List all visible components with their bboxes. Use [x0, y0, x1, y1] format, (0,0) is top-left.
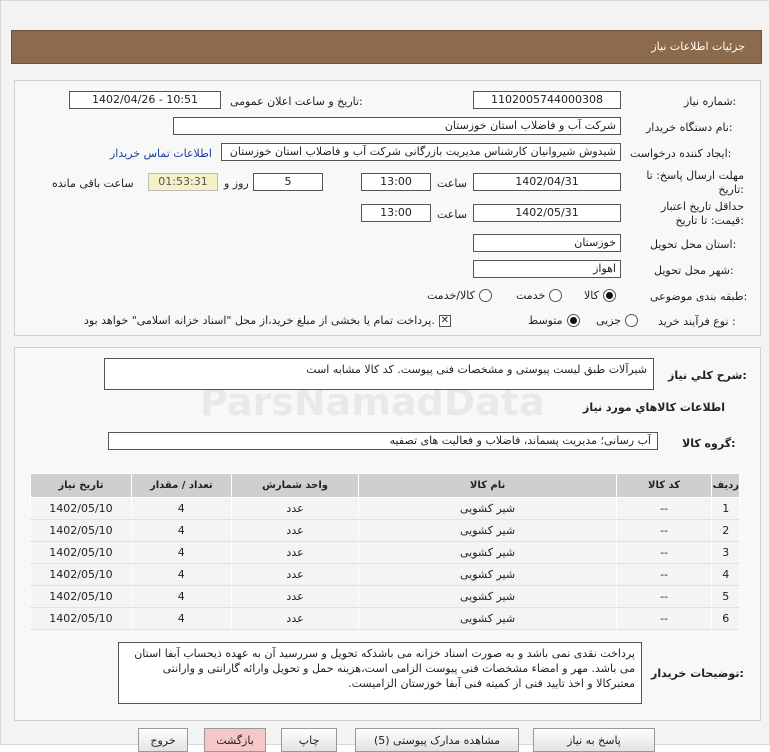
table-cell: 4: [131, 586, 231, 608]
city-label: شهر محل تحویل:: [654, 264, 734, 277]
city-field: اهواز: [473, 260, 621, 278]
table-cell: 1402/05/10: [31, 608, 132, 630]
table-cell: شیر کشویی: [359, 586, 616, 608]
table-cell: عدد: [231, 542, 359, 564]
table-cell: 1402/05/10: [31, 520, 132, 542]
table-row: [31, 542, 740, 564]
table-cell: عدد: [231, 498, 359, 520]
table-cell: 4: [131, 542, 231, 564]
buyer-label: نام دستگاه خریدار:: [646, 121, 733, 134]
reply-button[interactable]: پاسخ به نیاز: [533, 728, 655, 752]
process-label: نوع فرآیند خرید :: [658, 315, 736, 328]
table-cell: --: [616, 520, 712, 542]
deadline-label: مهلت ارسال پاسخ: تا تاریخ:: [646, 169, 744, 196]
deadline-time-label: ساعت: [437, 177, 467, 190]
creator-field: شیدوش شیروانیان کارشناس مدیریت بازرگانی شرکت آب و فاضلاب استان خوزستان: [221, 143, 621, 161]
days-label: روز و: [224, 177, 249, 190]
table-cell: 1402/05/10: [31, 498, 132, 520]
table-cell: --: [616, 608, 712, 630]
need-number-field: 1102005744000308: [473, 91, 621, 109]
radio-icon: [625, 314, 638, 327]
table-cell: شیر کشویی: [359, 542, 616, 564]
group-label: گروه کالا:: [682, 437, 736, 450]
validity-label: حداقل تاریخ اعتبار قیمت: تا تاریخ:: [660, 200, 744, 227]
process-option-medium[interactable]: متوسط: [528, 314, 580, 327]
items-section-title: اطلاعات کالاهاي مورد نياز: [583, 401, 725, 414]
table-cell: 4: [131, 608, 231, 630]
days-field: 5: [253, 173, 323, 191]
page-title: جزئیات اطلاعات نیاز: [651, 40, 745, 53]
table-cell: عدد: [231, 564, 359, 586]
table-cell: 2: [712, 520, 740, 542]
table-row: [31, 498, 740, 520]
view-attachments-button[interactable]: مشاهده مدارک پیوستی (5): [355, 728, 519, 752]
treasury-payment-checkbox[interactable]: پرداخت تمام یا بخشی از مبلغ خرید،از محل "اسناد خزانه اسلامی" خواهد بود. ✕: [84, 314, 449, 327]
summary-box: شیرآلات طبق لیست پیوستی و مشخصات فنی پیوست. کد کالا مشابه است: [104, 358, 654, 390]
table-cell: 4: [131, 520, 231, 542]
radio-icon: [479, 289, 492, 302]
table-row: [31, 608, 740, 630]
items-table: [30, 473, 740, 630]
validity-time-field: 13:00: [361, 204, 431, 222]
validity-time-label: ساعت: [437, 208, 467, 221]
radio-selected-icon: [567, 314, 580, 327]
table-cell: شیر کشویی: [359, 520, 616, 542]
header-bar: [11, 30, 762, 64]
province-field: خوزستان: [473, 234, 621, 252]
category-label: طبقه بندی موضوعی:: [650, 290, 748, 303]
col-name-header: نام کالا: [359, 474, 616, 498]
col-date-header: تاریخ نیاز: [31, 474, 132, 498]
radio-icon: [549, 289, 562, 302]
checkbox-checked-icon: ✕: [440, 314, 449, 326]
print-button[interactable]: چاپ: [281, 728, 337, 752]
table-cell: 3: [712, 542, 740, 564]
process-option-minor[interactable]: جزیی: [596, 314, 638, 327]
table-cell: --: [616, 542, 712, 564]
table-row: [31, 586, 740, 608]
table-cell: شیر کشویی: [359, 608, 616, 630]
table-cell: شیر کشویی: [359, 498, 616, 520]
deadline-date-field: 1402/04/31: [473, 173, 621, 191]
remaining-time-field: 01:53:31: [148, 173, 218, 191]
table-cell: 1402/05/10: [31, 586, 132, 608]
contact-buyer-link[interactable]: اطلاعات تماس خریدار: [110, 147, 212, 160]
buyer-field: شرکت آب و فاضلاب استان خوزستان: [173, 117, 621, 135]
table-cell: 4: [131, 498, 231, 520]
table-row: [31, 520, 740, 542]
announce-field: 1402/04/26 - 10:51: [69, 91, 221, 109]
remaining-label: ساعت باقی مانده: [52, 177, 134, 190]
creator-label: ایجاد کننده درخواست:: [630, 147, 732, 160]
province-label: استان محل تحویل:: [650, 238, 737, 251]
buyer-notes-label: توضیحات خریدار:: [651, 667, 744, 680]
validity-date-field: 1402/05/31: [473, 204, 621, 222]
table-cell: عدد: [231, 608, 359, 630]
table-cell: 1402/05/10: [31, 564, 132, 586]
radio-selected-icon: [603, 289, 616, 302]
col-unit-header: واحد شمارش: [231, 474, 359, 498]
col-row-header: ردیف: [712, 474, 740, 498]
table-cell: 1: [712, 498, 740, 520]
buyer-notes-box: پرداخت نقدی نمی باشد و به صورت اسناد خزانه می باشدکه تحویل و سررسید آن به عهده ذیحساب آبفا استان می باشد. مهر و امضاء مشخصات فنی پیوست الزامی است،هزینه حمل و تحویل وارائه گارانتی و وارانتی معتبرکالا و اخذ تایید فنی از کمیته فنی آبفا خوزستان الزامیست.: [118, 642, 642, 704]
col-code-header: کد کالا: [616, 474, 712, 498]
table-cell: شیر کشویی: [359, 564, 616, 586]
table-cell: 6: [712, 608, 740, 630]
table-row: [31, 564, 740, 586]
exit-button[interactable]: خروج: [138, 728, 188, 752]
summary-label: شرح کلي نياز:: [668, 369, 747, 382]
table-cell: عدد: [231, 520, 359, 542]
group-field: آب رسانی؛ مدیریت پسماند، فاضلاب و فعالیت های تصفیه: [108, 432, 658, 450]
table-header-row: [31, 474, 740, 498]
back-button[interactable]: بازگشت: [204, 728, 266, 752]
category-option-service[interactable]: خدمت: [516, 289, 562, 302]
table-cell: --: [616, 586, 712, 608]
table-cell: 4: [131, 564, 231, 586]
table-cell: --: [616, 564, 712, 586]
deadline-time-field: 13:00: [361, 173, 431, 191]
table-cell: عدد: [231, 586, 359, 608]
announce-label: تاریخ و ساعت اعلان عمومی:: [230, 95, 363, 108]
table-cell: 5: [712, 586, 740, 608]
table-cell: 1402/05/10: [31, 542, 132, 564]
col-qty-header: تعداد / مقدار: [131, 474, 231, 498]
table-cell: --: [616, 498, 712, 520]
need-number-label: شماره نیاز:: [684, 95, 737, 108]
category-option-goods[interactable]: کالا: [584, 289, 616, 302]
category-option-goods-service[interactable]: کالا/خدمت: [427, 289, 492, 302]
table-cell: 4: [712, 564, 740, 586]
